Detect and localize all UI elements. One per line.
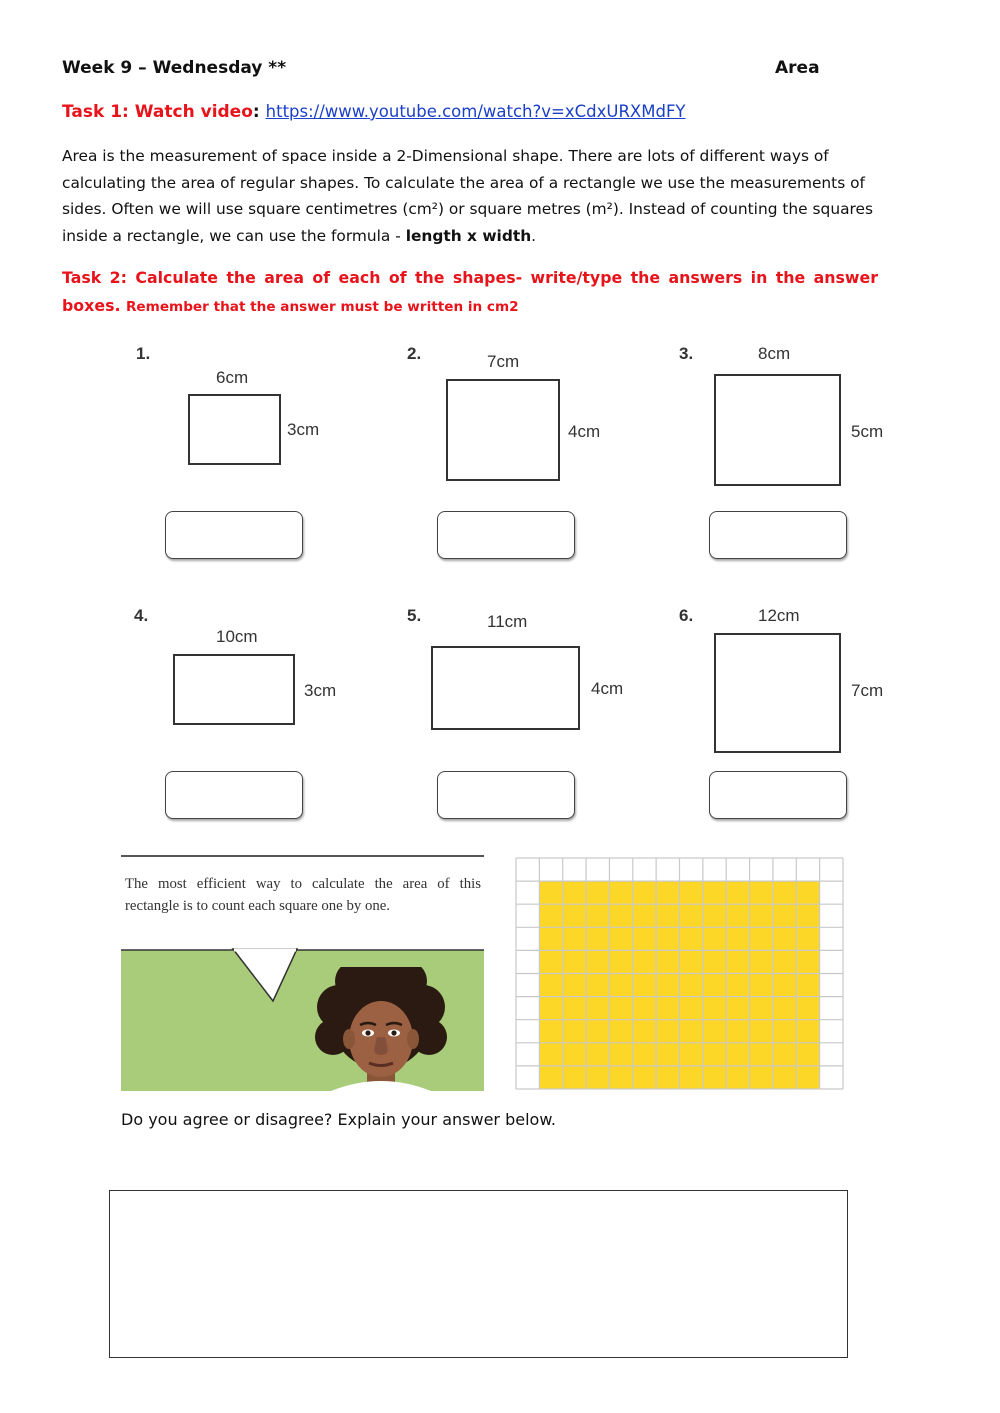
- shape-height-label: 4cm: [568, 422, 601, 441]
- boy-illustration: [311, 967, 451, 1091]
- shape-number: 1.: [136, 344, 151, 363]
- intro-text: Area is the measurement of space inside a 2-Dimensional shape. There are lots of different ways of calculating the area of regular shapes. To calculate the area of a rectangle we use the measurements of sides. Often we will use square centimetres (cm²) or square metres (m²). Instead of counting the squares inside a rectangle, we can use the formula -: [62, 147, 873, 246]
- shape-number: 5.: [407, 606, 422, 625]
- question-prompt: Do you agree or disagree? Explain your answer below.: [121, 1110, 557, 1129]
- answer-box-4[interactable]: [165, 771, 303, 819]
- shape-width-label: 8cm: [758, 344, 791, 363]
- task2-instructions: [62, 264, 878, 321]
- shape-number: 6.: [679, 606, 694, 625]
- shape-height-label: 4cm: [591, 679, 624, 698]
- rectangle-shape: [188, 394, 281, 465]
- answer-box-6[interactable]: [709, 771, 847, 819]
- rectangle-shape: [446, 379, 560, 481]
- speech-text: The most efficient way to calculate the area of this rectangle is to count each square one by one.: [125, 876, 481, 914]
- task1-line: [62, 102, 686, 122]
- shape-number: 2.: [407, 344, 422, 363]
- rectangle-shape: [173, 654, 295, 725]
- shape-width-label: 12cm: [758, 606, 800, 625]
- area-grid: [515, 857, 844, 1090]
- shape-height-label: 3cm: [304, 681, 337, 700]
- shape-width-label: 6cm: [216, 368, 249, 387]
- video-link[interactable]: https://www.youtube.com/watch?v=xCdxURXMdFY: [265, 102, 686, 121]
- shape-width-label: 11cm: [487, 612, 528, 631]
- task2-main: Task 2: Calculate the area of each of the shapes- write/type the answers in the answer boxes.: [62, 268, 878, 315]
- formula-text: length x width: [405, 227, 532, 246]
- rectangle-shape: [431, 646, 580, 730]
- explanation-box[interactable]: [109, 1190, 848, 1358]
- shape-width-label: 7cm: [487, 352, 520, 371]
- intro-paragraph: [62, 143, 882, 250]
- answer-box-5[interactable]: [437, 771, 575, 819]
- answer-box-2[interactable]: [437, 511, 575, 559]
- shape-number: 4.: [134, 606, 149, 625]
- shape-height-label: 7cm: [851, 681, 884, 700]
- task2-note: Remember that the answer must be written in cm2: [125, 299, 519, 315]
- shape-height-label: 3cm: [287, 420, 320, 439]
- shape-height-label: 5cm: [851, 422, 884, 441]
- shape-width-label: 10cm: [216, 627, 258, 646]
- shape-number: 3.: [679, 344, 694, 363]
- page-title: Week 9 – Wednesday **: [62, 58, 287, 78]
- answer-box-1[interactable]: [165, 511, 303, 559]
- answer-box-3[interactable]: [709, 511, 847, 559]
- rectangle-shape: [714, 633, 841, 753]
- task1-label: Task 1: Watch video: [62, 102, 253, 122]
- cartoon-panel: [121, 855, 484, 1091]
- rectangle-shape: [714, 374, 841, 486]
- intro-end: .: [531, 227, 537, 246]
- topic-title: Area: [775, 58, 820, 78]
- task1-colon: :: [252, 102, 260, 122]
